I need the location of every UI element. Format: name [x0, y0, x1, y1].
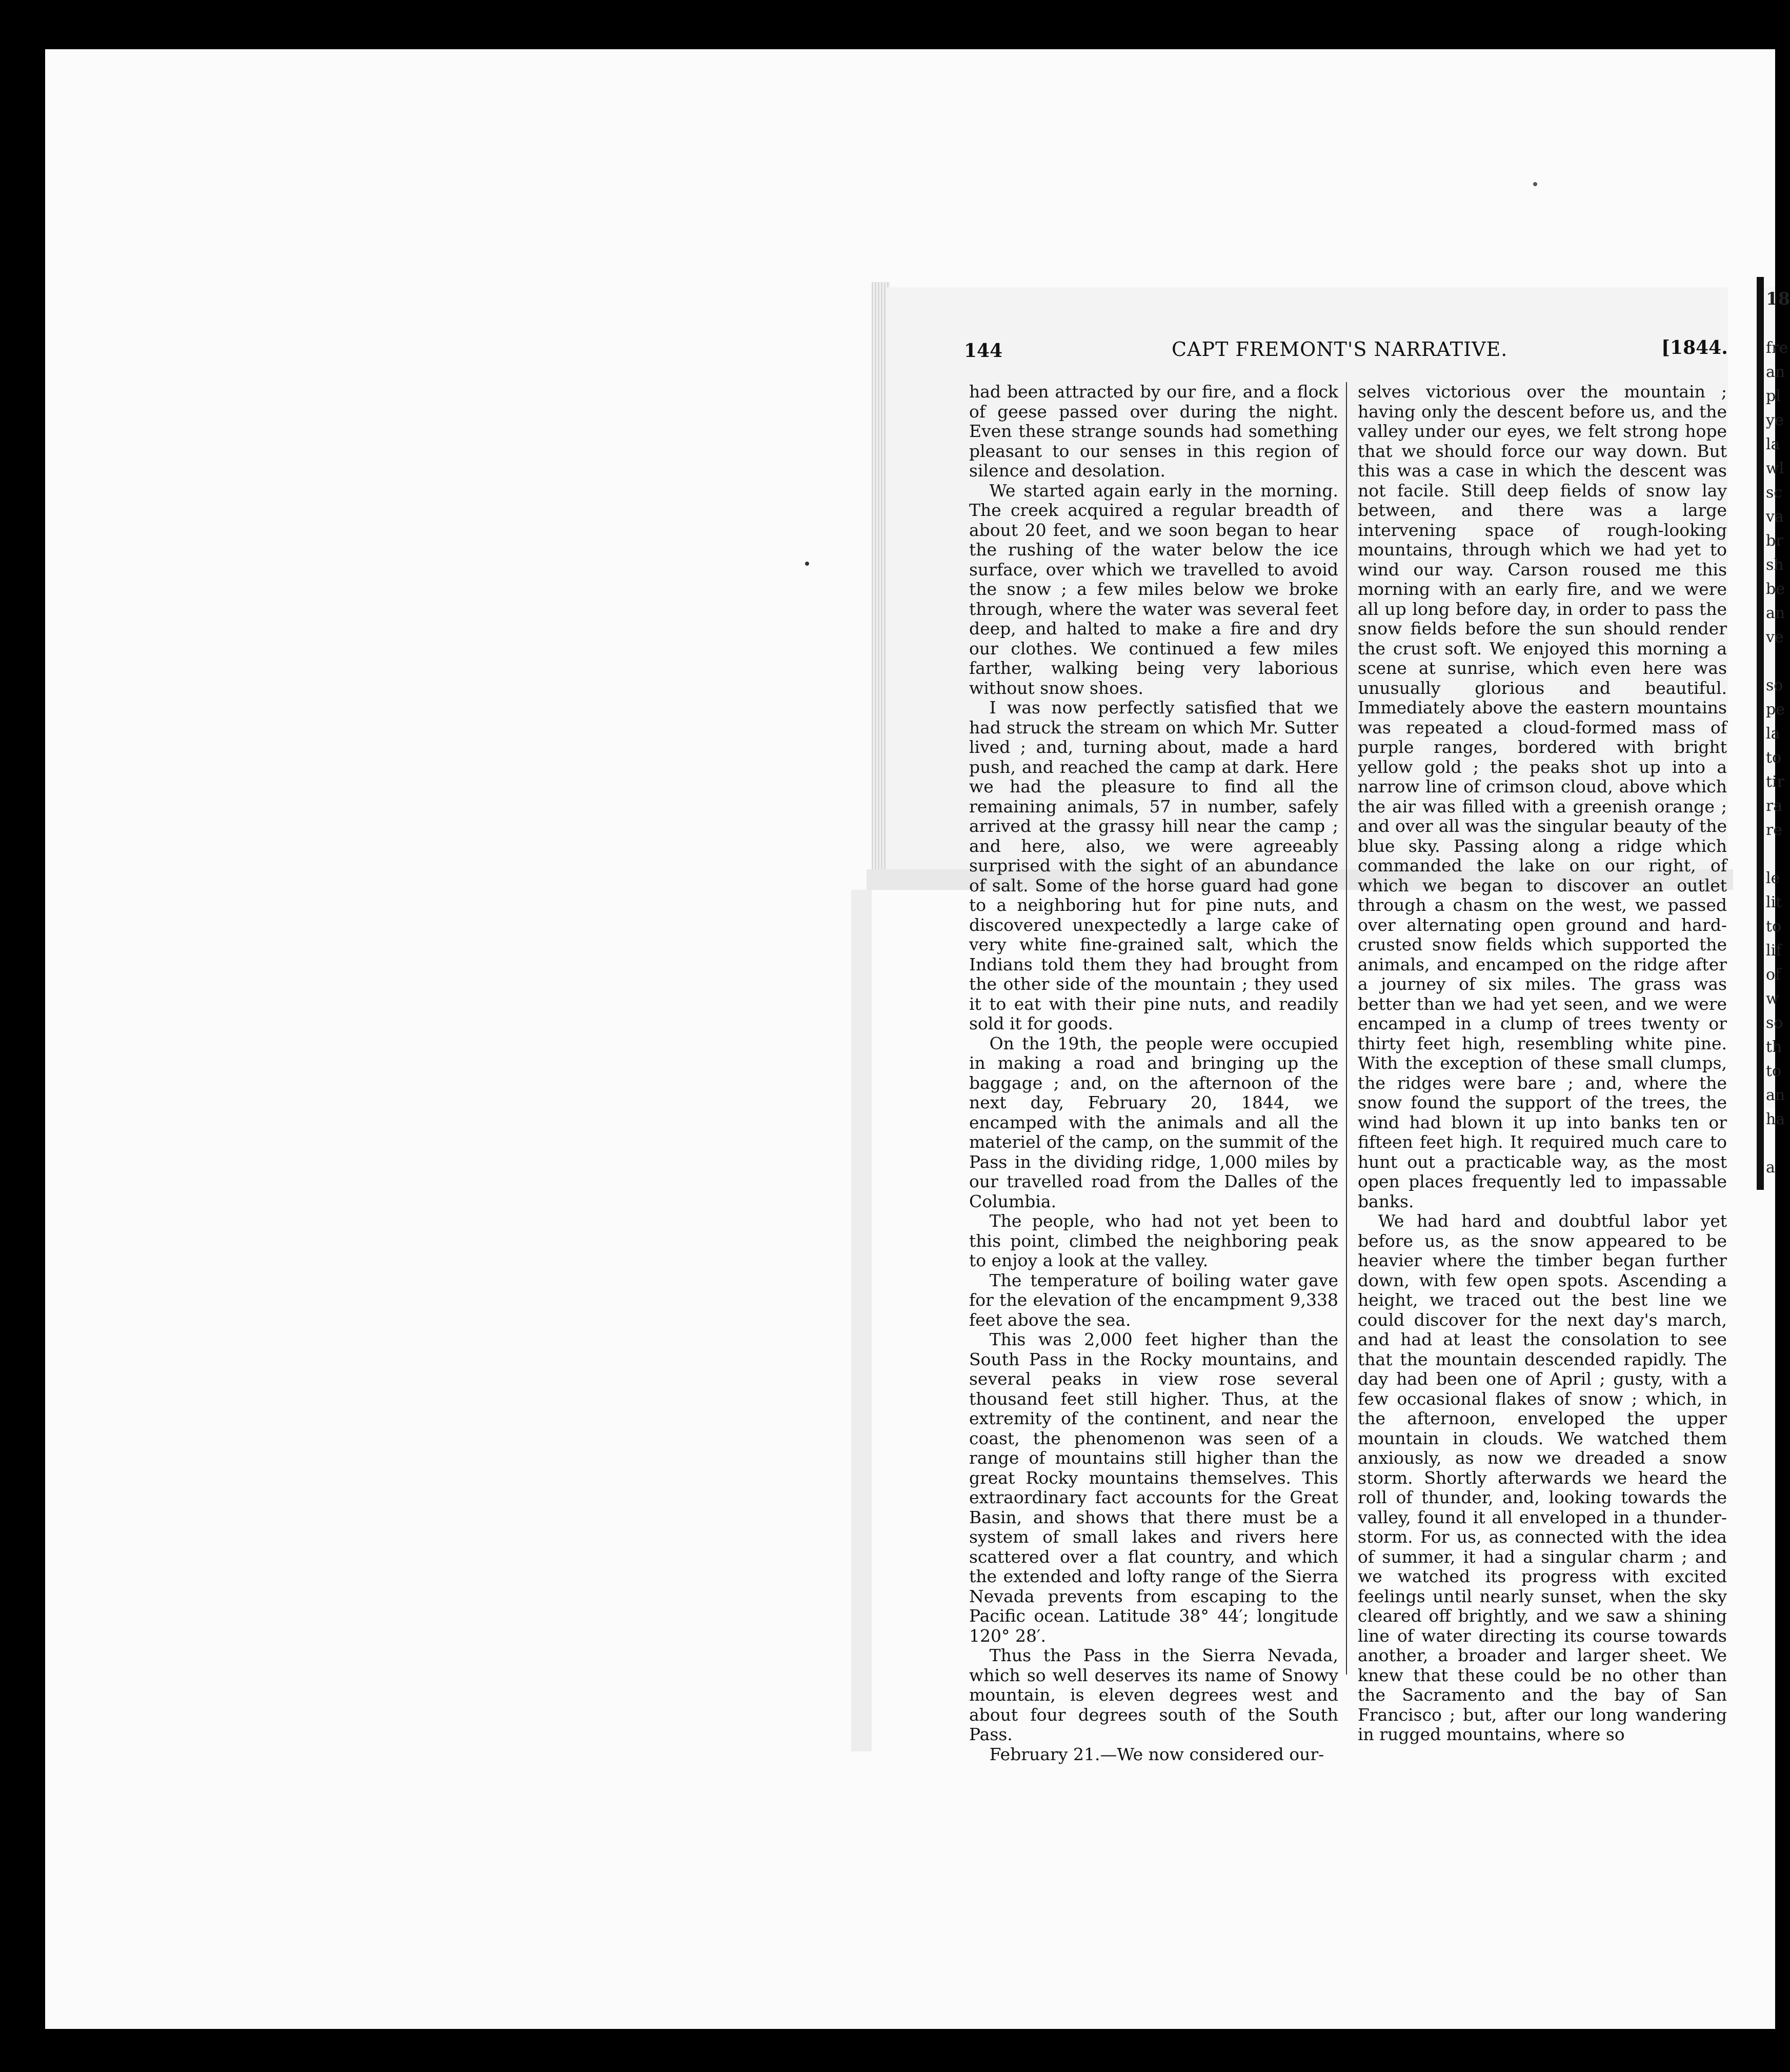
paragraph: We started again early in the morning. The creek acquired a regular breadth of about 20 feet, and we soon began to hear the rushing of the water below the ice surface, over which we travelled to avoid the snow ; a few miles below we broke through, where the water was several feet deep, and halted to make a fire and dry our clothes. We continued a few miles farther, walking being very laborious without snow shoes. — [969, 480, 1338, 698]
paragraph: selves victorious over the mountain ; having only the descent before us, and the valley under our eyes, we felt strong hope that we should force our way down. But this was a case in which the descent was not facile. Still deep fields of snow lay between, and there was a large intervening space of rough-looking mountains, through which we had yet to wind our way. Carson roused me this morning with an early fire, and we were all up long before day, in order to pass the snow fields before the sun should render the crust soft. We enjoyed this morning a scene at sunrise, which even here was unusually glorious and beautiful. Immediately above the eastern mountains was repeated a cloud-formed mass of purple ranges, bordered with bright yellow gold ; the peaks shot up into a narrow line of crimson cloud, above which the air was filled with a greenish orange ; and over all was the singular beauty of the blue sky. Passing along a ridge which commanded the lake on our right, of which we began to discover an outlet through a chasm on the west, we passed over alternating open ground and hard-crusted snow fields which supported the animals, and encamped on the ridge after a journey of six miles. The grass was better than we had yet seen, and we were encamped in a clump of trees twenty or thirty feet high, resembling white pine. With the exception of these small clumps, the ridges were bare ; and, where the snow found the support of the trees, the wind had blown it up into banks ten or fifteen feet high. It required much care to hunt out a practicable way, as the most open places frequently led to impassable banks. — [1358, 382, 1727, 1211]
paragraph: February 21.—We now considered our- — [989, 1744, 1324, 1764]
adjacent-page-line: la — [1766, 725, 1780, 743]
page-number: 144 — [964, 340, 1003, 362]
paragraph: We had hard and doubtful labor yet before us, as the snow appeared to be heavier where the timber began further down, with few open spots. Ascending a height, we traced out the best line we could discover for the next day's march, and had at least the consolation to see that the mountain descended rapidly. The day had been one of April ; gusty, with a few occasional flakes of snow ; which, in the afternoon, enveloped the upper mountain in clouds. We watched them anxiously, as now we dreaded a snow storm. Shortly afterwards we heard the roll of thunder, and, looking towards the valley, found it all enveloped in a thunder-storm. For us, as connected with the idea of summer, it had a singular charm ; and we watched its progress with excited feelings until nearly sunset, when the sky cleared off brightly, and we saw a shining line of water directing its course towards another, a broader and larger sheet. We knew that these could be no other than the Sacramento and the bay of San Francisco ; but, after our long wandering in rugged mountains, where so — [1358, 1211, 1727, 1744]
adjacent-page-line: pl — [1766, 387, 1781, 405]
adjacent-page-line: br — [1766, 532, 1783, 550]
adjacent-page-line: lif — [1766, 942, 1782, 960]
adjacent-page-line: sc — [1766, 484, 1783, 502]
adjacent-page-line: to — [1766, 1062, 1782, 1080]
adjacent-page-line: tir — [1766, 773, 1784, 791]
paragraph: I was now perfectly satisfied that we had struck the stream on which Mr. Sutter lived ; and, turning about, made a hard push, and reached the camp at dark. Here we had the pleasure to find all the remaining animals, 57 in number, safely arrived at the grassy hill near the camp ; and here, also, we were agreeably surprised with the sight of an abundance of salt. Some of the horse guard had gone to a neighboring hut for pine nuts, and discovered unexpectedly a large cake of very white fine-grained salt, which the Indians told them they had brought from the other side of the mountain ; they used it to eat with their pine nuts, and readily sold it for goods. — [969, 698, 1338, 1033]
adjacent-page-line: fre — [1766, 339, 1788, 357]
adjacent-page-line: to — [1766, 749, 1782, 767]
adjacent-page-fragment — [1765, 287, 1790, 1177]
adjacent-page-line: a — [1766, 1159, 1775, 1177]
adjacent-page-line: pe — [1766, 701, 1785, 719]
adjacent-page-line: be — [1766, 580, 1785, 598]
book-gutter — [1757, 277, 1764, 1190]
adjacent-page-number: 18 — [1766, 289, 1790, 309]
paragraph: On the 19th, the people were occupied in making a road and bringing up the baggage ; and, on the afternoon of the next day, February 20, 1844, we encamped with the animals and all the materiel of the camp, on the summit of the Pass in the dividing ridge, 1,000 miles by our travelled road from the Dalles of the Columbia. — [969, 1033, 1338, 1211]
adjacent-page-line: th — [1766, 1038, 1782, 1056]
adjacent-page-line — [1766, 1131, 1775, 1155]
page-shadow — [851, 890, 872, 1751]
adjacent-page-line: an — [1766, 604, 1785, 622]
adjacent-page-line: so — [1766, 1014, 1783, 1032]
left-column — [969, 382, 1338, 1764]
column-divider — [1346, 382, 1347, 1675]
adjacent-page-line: w — [1766, 990, 1779, 1008]
dust-speck — [805, 562, 809, 566]
adjacent-page-line: le — [1766, 869, 1780, 887]
adjacent-page-line: ve — [1766, 628, 1784, 646]
adjacent-page-line: so — [1766, 676, 1783, 694]
dust-speck — [1533, 182, 1537, 186]
adjacent-page-line — [1766, 649, 1775, 673]
running-title: CAPT FREMONT'S NARRATIVE. — [1172, 338, 1508, 361]
adjacent-page-line: ha — [1766, 1110, 1785, 1128]
adjacent-page-line: wl — [1766, 460, 1784, 477]
adjacent-page-line: ye — [1766, 411, 1784, 429]
adjacent-page-line: re — [1766, 821, 1783, 839]
paragraph: The people, who had not yet been to this point, climbed the neighboring peak to enjoy a look at the valley. — [969, 1211, 1338, 1270]
page-year: [1844. — [1661, 337, 1728, 358]
right-column — [1358, 382, 1727, 1745]
adjacent-page-line: lit — [1766, 893, 1782, 911]
page-header — [964, 336, 1754, 367]
paragraph: This was 2,000 feet higher than the South Pass in the Rocky mountains, and several peaks in view rose several thousand feet still higher. Thus, at the extremity of the continent, and near the coast, the phenomenon was seen of a range of mountains still higher than the great Rocky mountains themselves. This extraordinary fact accounts for the Great Basin, and shows that there must be a system of small lakes and rivers here scattered over a flat country, and which the extended and lofty range of the Sierra Nevada prevents from escaping to the Pacific ocean. Latitude 38° 44′; longitude 120° 28′. — [969, 1329, 1338, 1646]
adjacent-page-line: la — [1766, 435, 1780, 453]
adjacent-page-line: an — [1766, 363, 1785, 381]
adjacent-page-line: of — [1766, 966, 1781, 984]
adjacent-page-line: to — [1766, 918, 1782, 935]
adjacent-page-line: va — [1766, 508, 1784, 526]
adjacent-page-line — [1766, 842, 1775, 866]
adjacent-page-line: sh — [1766, 556, 1784, 574]
paragraph: had been attracted by our fire, and a flock of geese passed over during the night. Even these strange sounds had something pleasant to our senses in this region of silence and desolation. — [969, 382, 1338, 481]
adjacent-page-line: ra — [1766, 797, 1783, 815]
adjacent-page-text — [1765, 336, 1788, 1180]
paragraph: The temperature of boiling water gave for the elevation of the encampment 9,338 feet above the sea. — [969, 1270, 1338, 1330]
adjacent-page-line: an — [1766, 1086, 1785, 1104]
paragraph: Thus the Pass in the Sierra Nevada, which so well deserves its name of Snowy mountain, is eleven degrees west and about four degrees south of the South Pass. — [969, 1645, 1338, 1744]
